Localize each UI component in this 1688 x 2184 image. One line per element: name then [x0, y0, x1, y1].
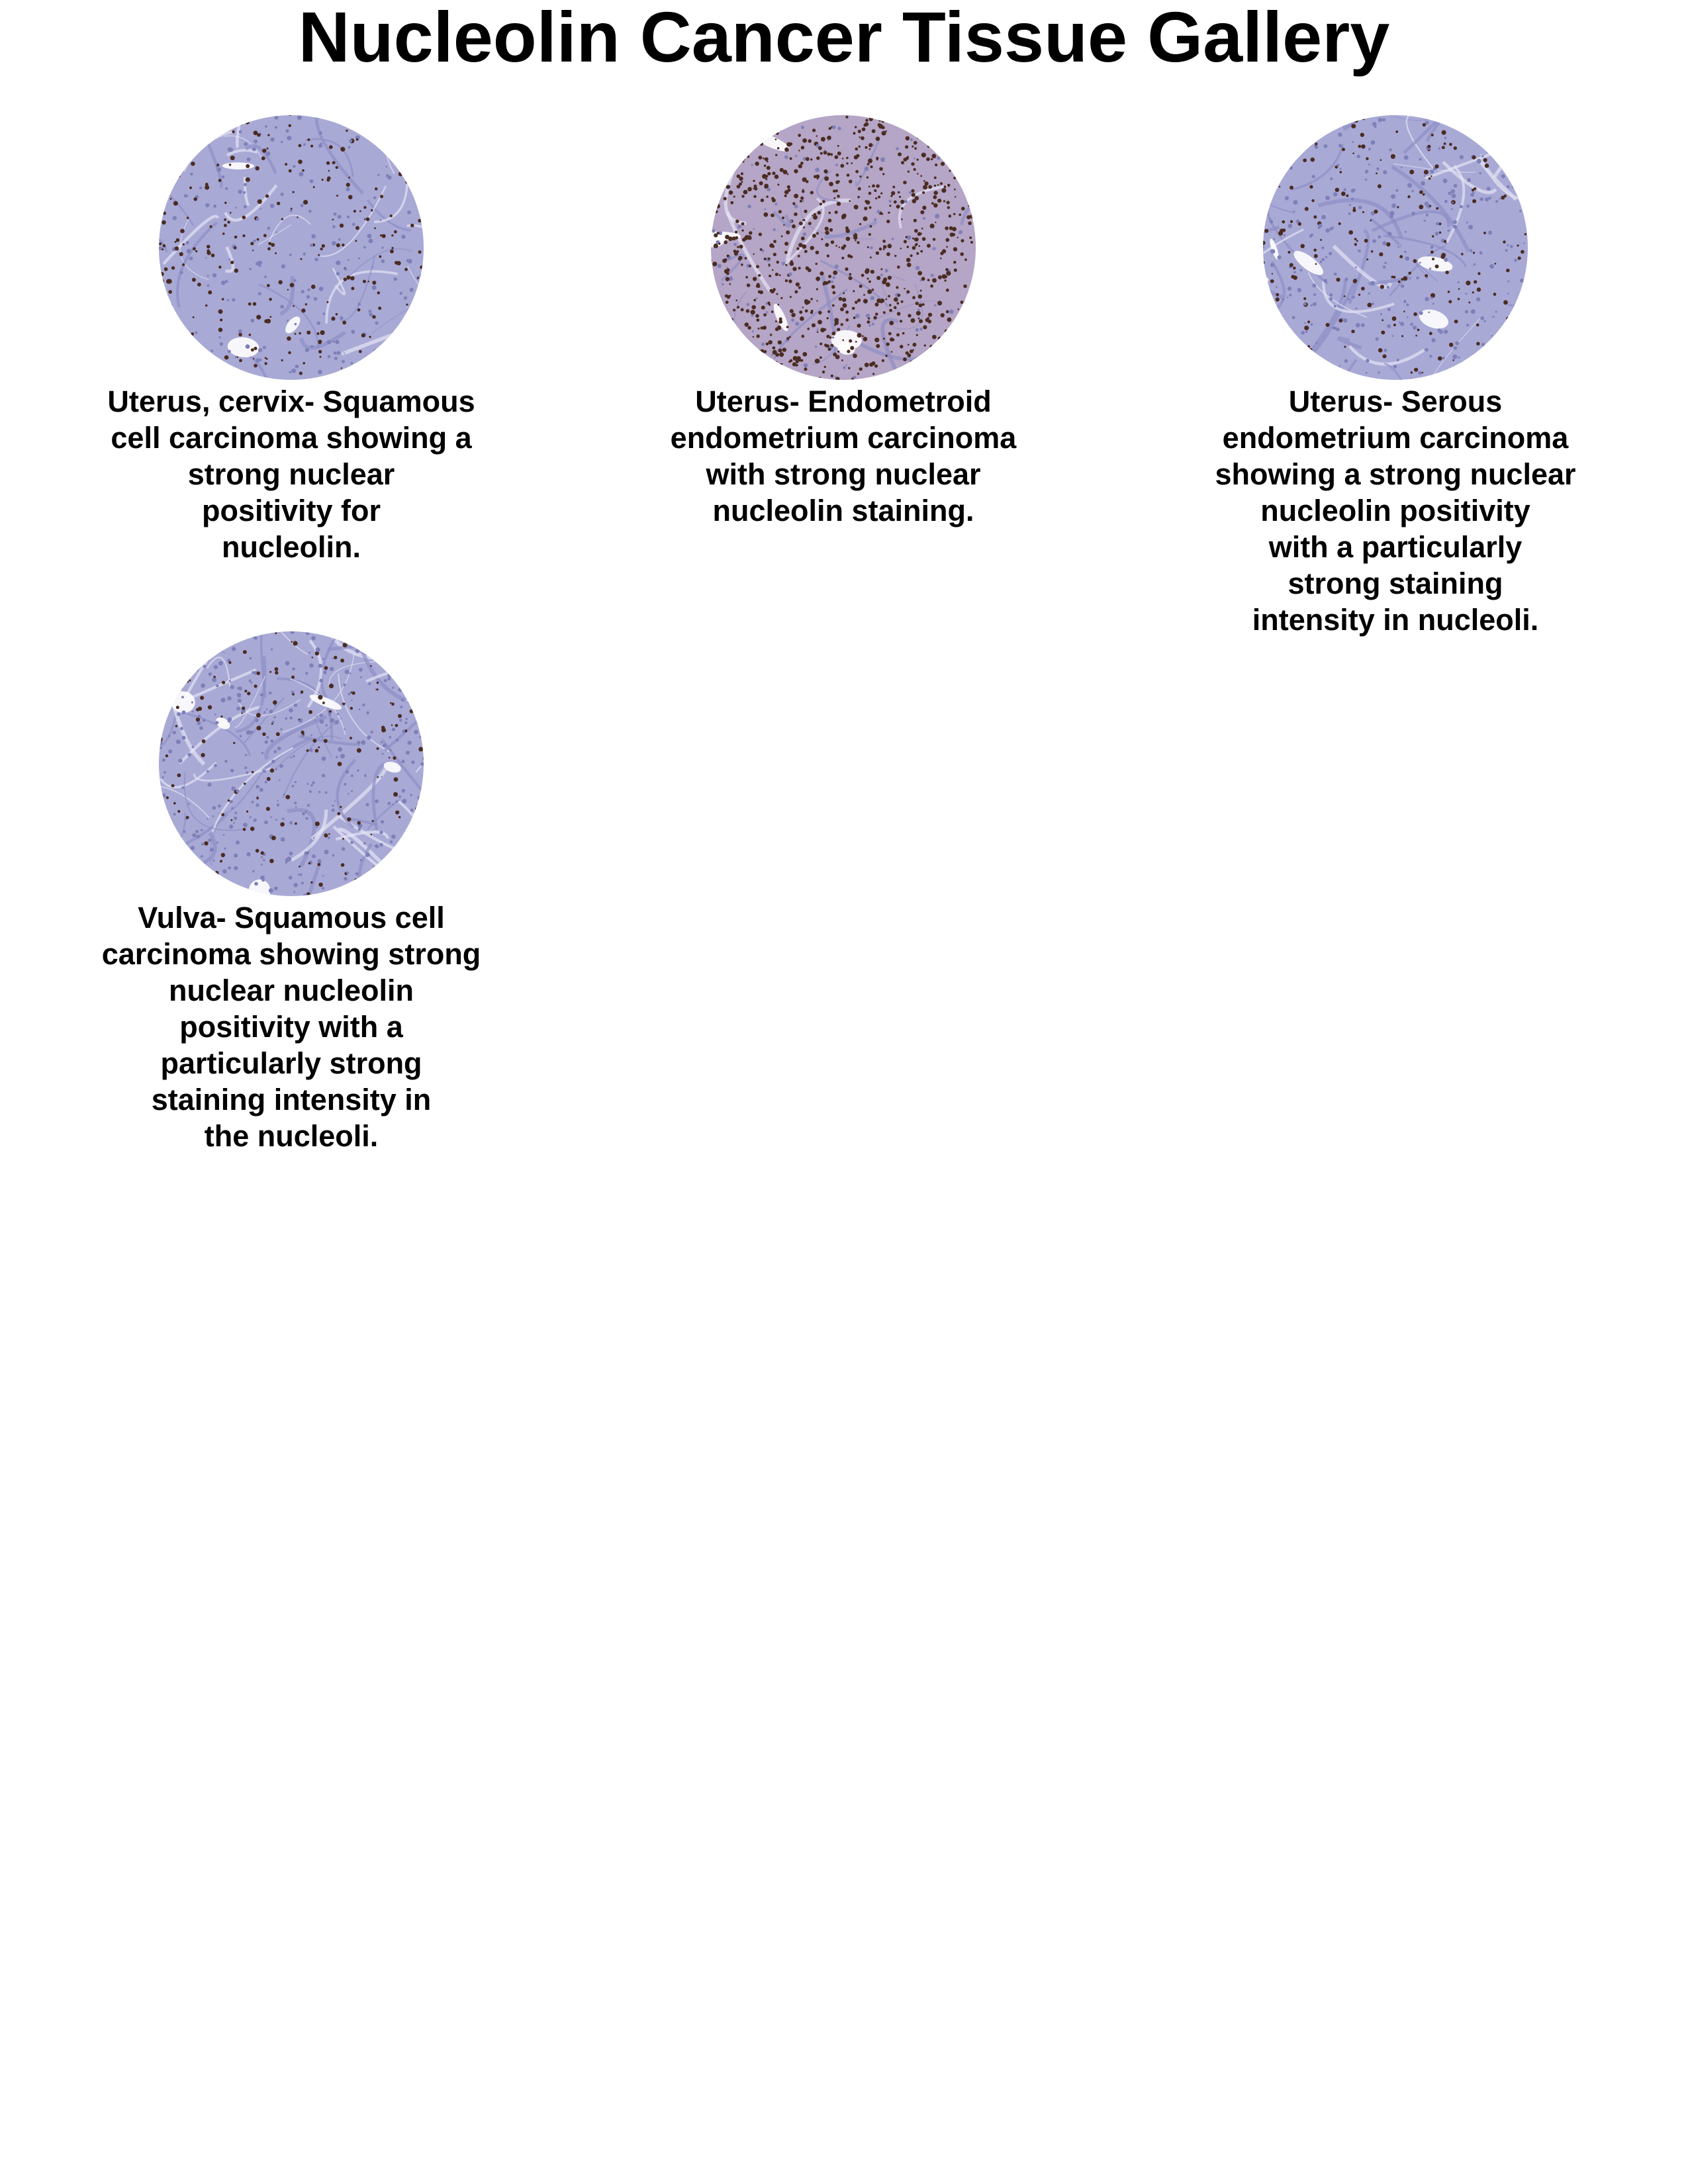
tissue-core-image [156, 630, 427, 898]
caption-line: positivity with a [179, 1010, 403, 1044]
caption-line: with strong nuclear [706, 457, 981, 491]
caption-line: positivity for [201, 494, 381, 527]
caption-line: the nucleoli. [204, 1119, 379, 1153]
image-caption [632, 383, 1055, 529]
gallery-item-serous [1177, 114, 1614, 638]
tissue-core-image [708, 114, 979, 382]
caption-line: carcinoma showing strong [101, 937, 481, 971]
image-caption [79, 383, 503, 565]
image-caption [1184, 383, 1607, 638]
caption-line: cell carcinoma showing a [111, 421, 472, 455]
caption-line: Vulva- Squamous cell [138, 901, 445, 934]
caption-line: nucleolin. [221, 530, 361, 564]
caption-line: particularly strong [160, 1046, 422, 1080]
tissue-core-image [156, 114, 427, 382]
tissue-core-image [1260, 114, 1531, 382]
caption-line: intensity in nucleoli. [1252, 603, 1539, 637]
gallery-item-vulva [73, 630, 510, 1154]
caption-line: strong staining [1288, 567, 1503, 600]
gallery-item-endometroid [625, 114, 1062, 529]
caption-line: with a particularly [1268, 530, 1523, 564]
caption-line: staining intensity in [151, 1083, 432, 1116]
caption-line: nucleolin staining. [712, 494, 974, 527]
caption-line: strong nuclear [187, 457, 395, 491]
gallery-item-cervix [73, 114, 510, 565]
image-caption [79, 899, 503, 1154]
caption-line: Uterus- Serous [1288, 385, 1503, 418]
caption-line: Uterus- Endometroid [695, 385, 992, 418]
caption-line: nucleolin positivity [1260, 494, 1530, 527]
caption-line: endometrium carcinoma [1222, 421, 1569, 455]
page-title: Nucleolin Cancer Tissue Gallery [298, 0, 1390, 77]
caption-line: showing a strong nuclear [1215, 457, 1576, 491]
caption-line: Uterus, cervix- Squamous [107, 385, 475, 418]
caption-line: endometrium carcinoma [670, 421, 1017, 455]
caption-line: nuclear nucleolin [168, 974, 414, 1007]
